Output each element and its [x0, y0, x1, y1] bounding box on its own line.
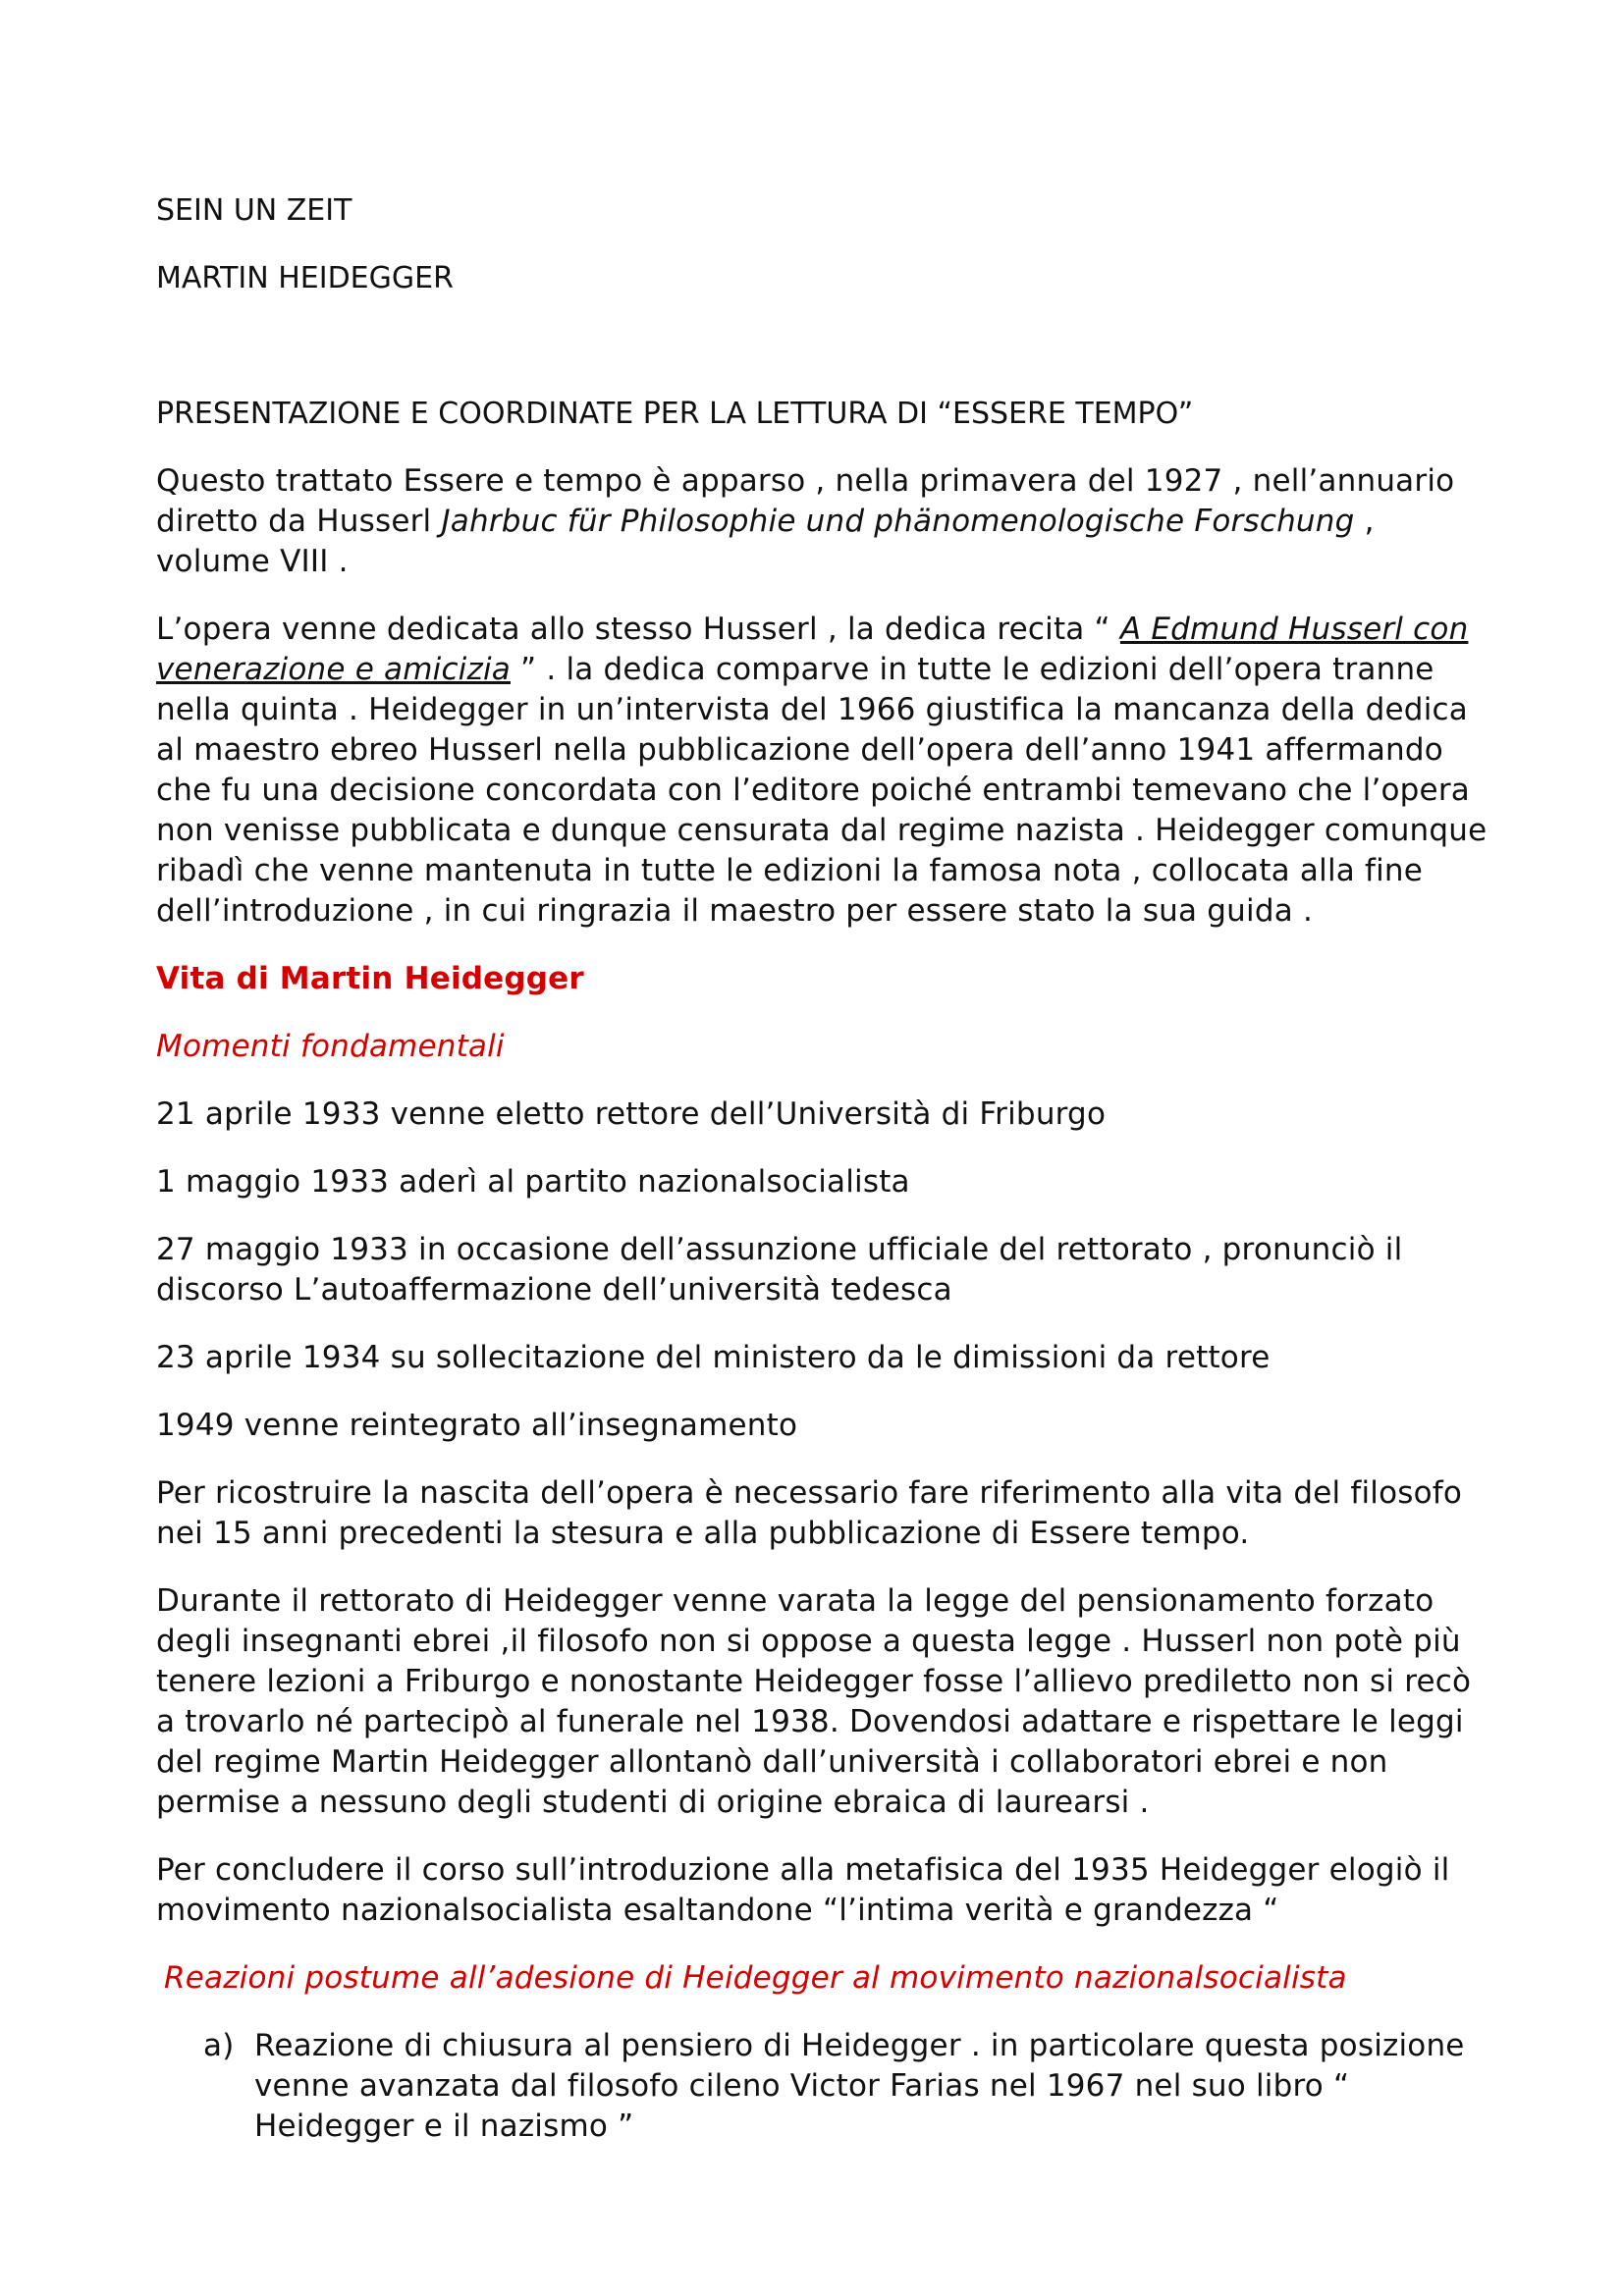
reaction-list-item — [156, 2026, 1491, 2147]
subsection-heading: Momenti fondamentali — [156, 1029, 505, 1064]
author-name: MARTIN HEIDEGGER — [156, 261, 454, 295]
reactions-heading: Reazioni postume all’adesione di Heidegger al movimento nazionalsocialista — [164, 1960, 1347, 1996]
journal-title: Jahrbuc für Philosophie und phänomenologische Forschung — [441, 504, 1355, 539]
body-paragraph: Per concludere il corso sull’introduzione alla metafisica del 1935 Heidegger elogiò il movimento nazionalsocialista esaltandone “l’intima verità e grandezza “ — [156, 1852, 1450, 1928]
event-item: 1 maggio 1933 aderì al partito nazionalsocialista — [156, 1164, 910, 1200]
list-marker: a) — [203, 2028, 235, 2063]
document-page — [156, 190, 1491, 2174]
dedication-text: A Edmund Husserl con venerazione e amicizia — [156, 612, 1469, 687]
body-paragraph: Per ricostruire la nascita dell’opera è necessario fare riferimento alla vita del filosofo nei 15 anni precedenti la stesura e alla pubblicazione di Essere tempo. — [156, 1475, 1463, 1551]
event-item: 1949 venne reintegrato all’insegnamento — [156, 1408, 798, 1443]
event-item: 27 maggio 1933 in occasione dell’assunzione ufficiale del rettorato , pronunciò il discorso L’autoaffermazione dell’università tedesca — [156, 1232, 1403, 1308]
event-item: 21 aprile 1933 venne eletto rettore dell’Università di Friburgo — [156, 1096, 1107, 1132]
document-title: SEIN UN ZEIT — [156, 193, 352, 228]
reaction-text: Reazione di chiusura al pensiero di Heidegger . in particolare questa posizione venne avanzata dal filosofo cileno Victor Farias nel 1967 nel suo libro “ Heidegger e il nazismo ” — [254, 2028, 1465, 2144]
body-paragraph: Durante il rettorato di Heidegger venne varata la legge del pensionamento forzato degli insegnanti ebrei ,il filosofo non si oppose a questa legge . Husserl non potè più tenere lezioni a Friburgo e nonostante Heidegger fosse l’allievo prediletto non si recò a trovarlo né partecipò al funerale nel 1938. Dovendosi adattare e rispettare le leggi del regime Martin Heidegger allontanò dall’università i collaboratori ebrei e non permise a nessuno degli studenti di origine ebraica di laurearsi . — [156, 1583, 1472, 1820]
section-heading: Vita di Martin Heidegger — [156, 961, 584, 996]
event-item: 23 aprile 1934 su sollecitazione del ministero da le dimissioni da rettore — [156, 1340, 1271, 1375]
intro-paragraph: Questo trattato Essere e tempo è apparso , nella primavera del 1927 , nell’annuario diretto da Husserl Jahrbuc für Philosophie und phänomenologische Forschung , volume VIII . — [156, 463, 1455, 579]
document-subtitle: PRESENTAZIONE E COORDINATE PER LA LETTURA DI “ESSERE TEMPO” — [156, 397, 1194, 431]
dedication-paragraph: L’opera venne dedicata allo stesso Husserl , la dedica recita “ A Edmund Husserl con venerazione e amicizia ” . la dedica comparve in tutte le edizioni dell’opera tranne nella quinta . Heidegger in un’intervista del 1966 giustifica la mancanza della dedica al maestro ebreo Husserl nella pubblicazione dell’opera dell’anno 1941 affermando che fu una decisione concordata con l’editore poiché entrambi temevano che l’opera non venisse pubblicata e dunque censurata dal regime nazista . Heidegger comunque ribadì che venne mantenuta in tutte le edizioni la famosa nota , collocata alla fine dell’introduzione , in cui ringrazia il maestro per essere stato la sua guida . — [156, 612, 1488, 929]
